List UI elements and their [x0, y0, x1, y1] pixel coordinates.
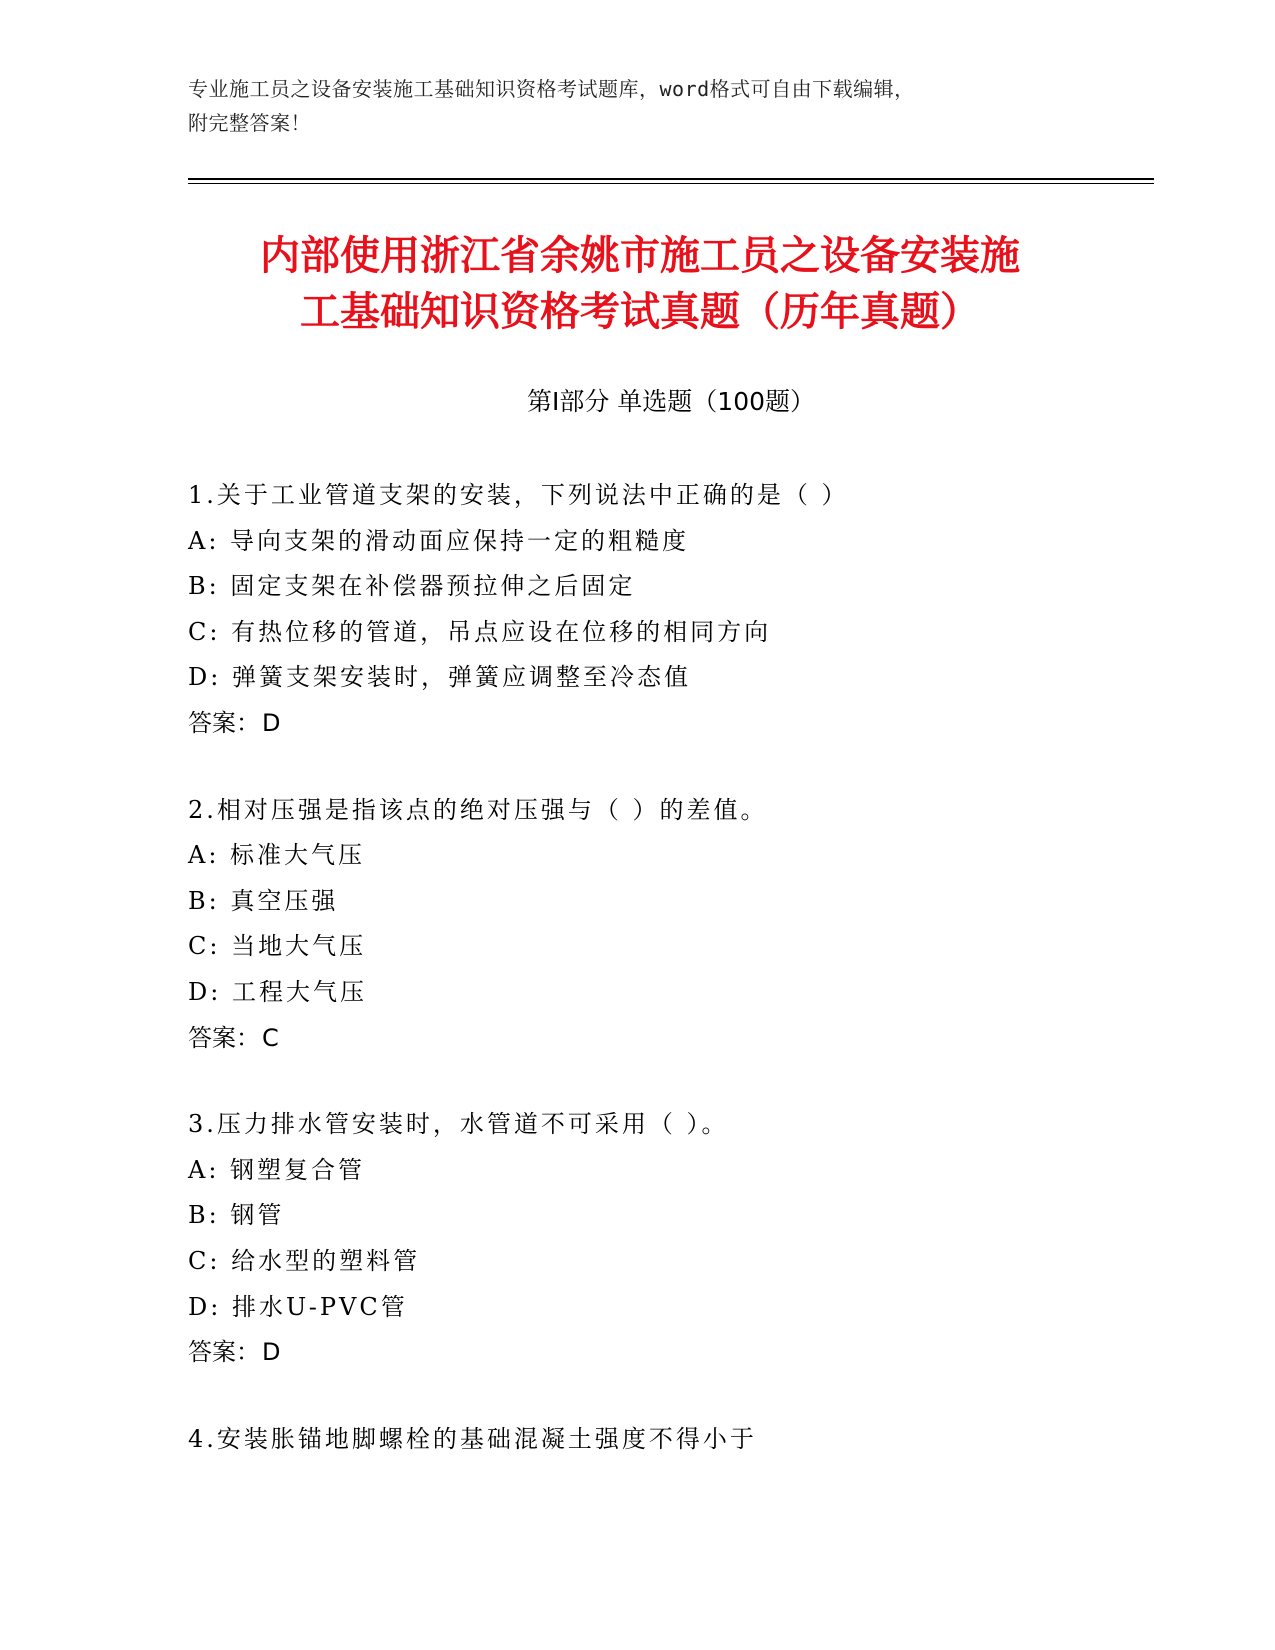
question-1 [188, 473, 1154, 747]
question-text: 4.安装胀锚地脚螺栓的基础混凝土强度不得小于 [188, 1424, 757, 1453]
question-3 [188, 1102, 1154, 1376]
header-note-line-2: 附完整答案！ [188, 111, 311, 135]
question-2 [188, 788, 1154, 1062]
answer [188, 1016, 1154, 1062]
document-title-line-2: 工基础知识资格考试真题（历年真题） [300, 289, 980, 335]
answer [188, 701, 1154, 747]
option-b: B: 钢管 [188, 1201, 285, 1230]
header-note-line-1: 专业施工员之设备安装施工基础知识资格考试题库，word格式可自由下载编辑， [188, 77, 915, 101]
document-title [180, 228, 1100, 340]
option-a: A: 标准大气压 [188, 841, 366, 870]
option-c: C: 给水型的塑料管 [188, 1246, 421, 1275]
option-c: C: 当地大气压 [188, 932, 367, 961]
answer-value: D [262, 708, 281, 737]
option-b: B: 真空压强 [188, 886, 339, 915]
question-list [188, 473, 1154, 1503]
answer [188, 1330, 1154, 1376]
question-text: 3.压力排水管安装时，水管道不可采用（ ）。 [188, 1110, 729, 1139]
section-title: 第Ⅰ部分 单选题（100题） [526, 387, 816, 416]
option-c: C: 有热位移的管道，吊点应设在位移的相同方向 [188, 617, 772, 646]
option-d: D: 工程大气压 [188, 977, 367, 1006]
question-text: 1.关于工业管道支架的安装，下列说法中正确的是（ ） [188, 481, 849, 509]
answer-value: C [262, 1023, 279, 1052]
option-a: A: 导向支架的滑动面应保持一定的粗糙度 [188, 526, 690, 555]
document-title-line-1: 内部使用浙江省余姚市施工员之设备安装施 [260, 233, 1020, 279]
question-4 [188, 1417, 1154, 1463]
header-note [188, 72, 1078, 140]
answer-value: D [262, 1338, 281, 1367]
answer-label: 答案： [188, 1338, 260, 1367]
question-text: 2.相对压强是指该点的绝对压强与（ ）的差值。 [188, 795, 768, 824]
header-divider-thin [188, 183, 1154, 184]
option-a: A: 钢塑复合管 [188, 1155, 366, 1184]
option-d: D: 排水U-PVC管 [188, 1292, 408, 1321]
answer-label: 答案： [188, 708, 260, 737]
option-d: D: 弹簧支架安装时，弹簧应调整至冷态值 [188, 663, 691, 692]
answer-label: 答案： [188, 1023, 260, 1052]
option-b: B: 固定支架在补偿器预拉伸之后固定 [188, 572, 636, 601]
header-divider-thick [188, 178, 1154, 180]
